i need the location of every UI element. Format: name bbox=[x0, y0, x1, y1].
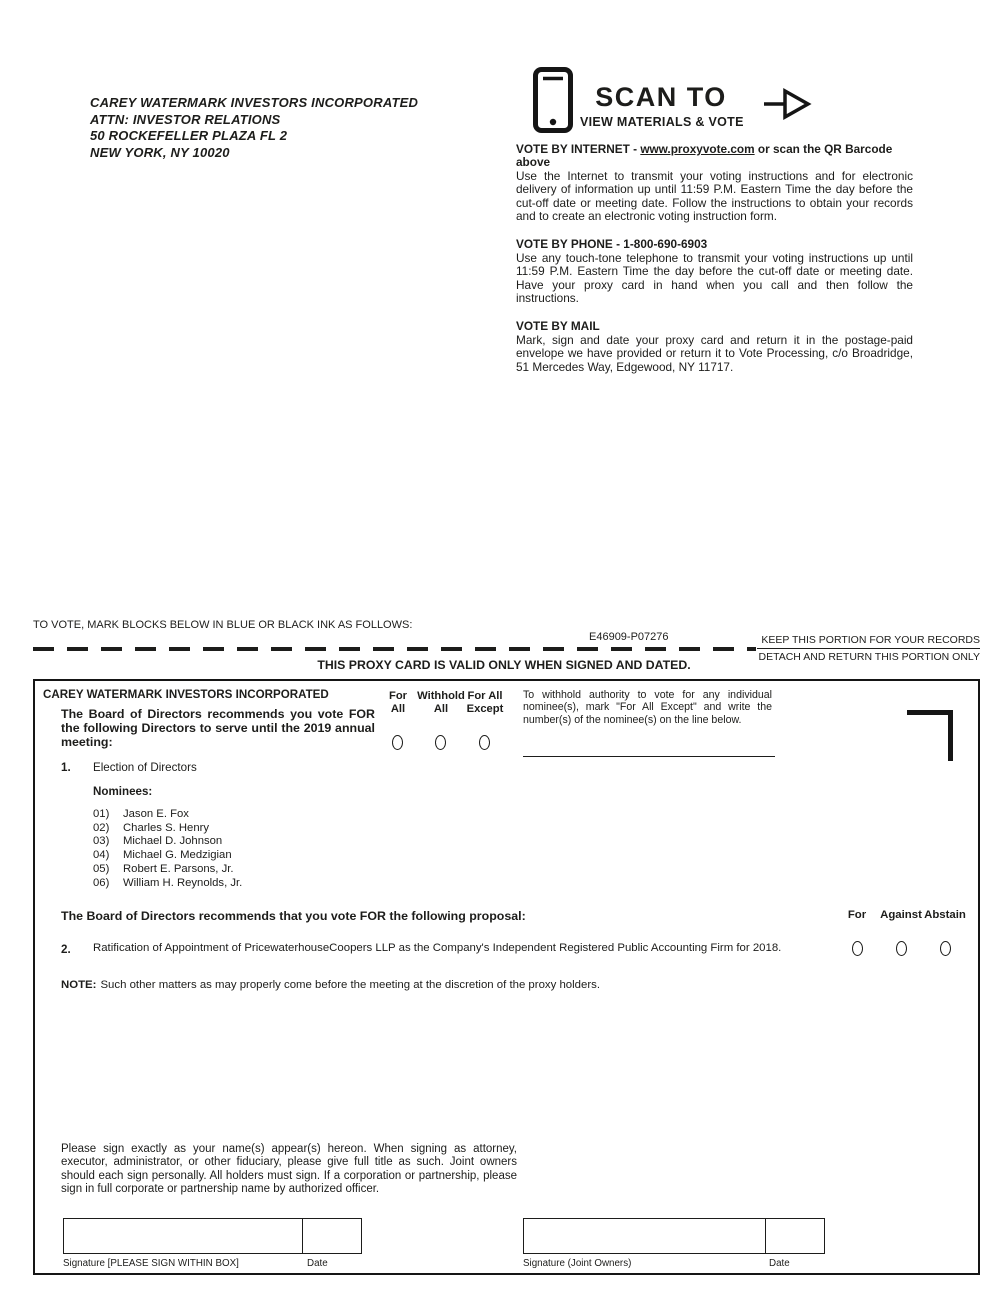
scan-to-banner bbox=[580, 82, 742, 129]
control-number: E46909-P07276 bbox=[589, 631, 669, 643]
nominee-row bbox=[93, 849, 242, 863]
vote-header-against: Against bbox=[880, 909, 922, 921]
checkbox-proposal2-abstain[interactable] bbox=[940, 941, 951, 956]
nominee-row bbox=[93, 863, 242, 877]
checkbox-for-all-except[interactable] bbox=[479, 735, 490, 750]
nominee-name: Jason E. Fox bbox=[123, 808, 189, 820]
date-box-joint[interactable] bbox=[765, 1218, 825, 1254]
address-line-3: 50 ROCKEFELLER PLAZA FL 2 bbox=[90, 128, 288, 143]
arrow-right-icon bbox=[764, 86, 812, 127]
nominee-name: William H. Reynolds, Jr. bbox=[123, 876, 243, 889]
address-line-2: ATTN: INVESTOR RELATIONS bbox=[90, 111, 281, 127]
vote-by-phone-section bbox=[516, 238, 913, 305]
proposal2-text: Ratification of Appointment of PricewaterhouseCoopers LLP as the Company's Independent Registered Public Accounting Firm for 2018. bbox=[93, 942, 782, 954]
nominee-number: 02) bbox=[93, 821, 110, 834]
vote-by-internet-body: Use the Internet to transmit your voting instructions and for electronic delivery of information up until 11:59 P.M. Eastern Time the day before the cut-off date or meeting date. Follow the instructions to obtain your records and to create an electronic voting instruction form. bbox=[516, 168, 913, 224]
signature-joint-label: Signature (Joint Owners) bbox=[523, 1258, 632, 1269]
vote-internet-heading-prefix: VOTE BY INTERNET - bbox=[516, 142, 641, 156]
checkbox-proposal2-against[interactable] bbox=[896, 941, 907, 956]
nominee-number: 05) bbox=[93, 862, 110, 875]
address-line-1: CAREY WATERMARK INVESTORS INCORPORATED bbox=[90, 95, 419, 110]
vote-by-mail-body: Mark, sign and date your proxy card and return it in the postage-paid envelope we have provided or return it to Vote Processing, c/o Broadridge, 51 Mercedes Way, Edgewood, NY 11717. bbox=[516, 332, 913, 374]
checkbox-withhold-all[interactable] bbox=[435, 735, 446, 750]
vote-methods bbox=[516, 143, 913, 389]
proposal2-number: 2. bbox=[61, 943, 71, 956]
vote-by-mail-heading: VOTE BY MAIL bbox=[516, 319, 600, 334]
nominee-row bbox=[93, 822, 242, 836]
signature-instructions: Please sign exactly as your name(s) appear(s) hereon. When signing as attorney, executor, administrator, or other fiduciary, please give full title as such. Joint owners should each sign personally. All holders must sign. If a corporation or partnership, please sign in full corporate or partnership name by authorized officer. bbox=[61, 1143, 517, 1195]
nominees-label: Nominees: bbox=[93, 785, 153, 798]
signature-primary-label: Signature [PLEASE SIGN WITHIN BOX] bbox=[63, 1258, 239, 1269]
nominee-name: Robert E. Parsons, Jr. bbox=[123, 862, 234, 875]
nominee-row bbox=[93, 808, 242, 822]
keep-portion-note: KEEP THIS PORTION FOR YOUR RECORDS bbox=[757, 634, 980, 649]
nominees-list bbox=[93, 808, 242, 890]
date-primary-label: Date bbox=[307, 1258, 328, 1269]
note-label: NOTE: bbox=[61, 979, 97, 991]
nominee-exception-write-in-line[interactable] bbox=[523, 756, 775, 757]
vote-internet-heading-suffix: or scan the QR Barcode above bbox=[516, 142, 893, 170]
vote-header-abstain: Abstain bbox=[924, 909, 966, 921]
checkbox-for-all[interactable] bbox=[392, 735, 403, 750]
vote-header-withhold-all-line2: All bbox=[433, 702, 449, 715]
nominee-number: 06) bbox=[93, 876, 110, 889]
vote-header-for-all-except-line1: For All bbox=[467, 690, 503, 702]
proposal1-title: Election of Directors bbox=[93, 761, 197, 774]
vote-header-withhold-all-line1: Withhold bbox=[417, 690, 465, 702]
card-company-name: CAREY WATERMARK INVESTORS INCORPORATED bbox=[43, 688, 329, 701]
board-recommendation-directors: The Board of Directors recommends you vote FOR the following Directors to serve until the 2019 annual meeting: bbox=[61, 707, 375, 749]
date-box-primary[interactable] bbox=[302, 1218, 362, 1254]
nominee-name: Michael D. Johnson bbox=[123, 835, 223, 848]
note-text: Such other matters as may properly come before the meeting at the discretion of the proxy holders. bbox=[100, 979, 600, 991]
vote-by-internet-heading bbox=[516, 143, 913, 170]
company-address bbox=[90, 95, 418, 161]
note-line bbox=[61, 979, 841, 991]
checkbox-proposal2-for[interactable] bbox=[852, 941, 863, 956]
nominee-number: 04) bbox=[93, 849, 110, 862]
scan-to-title: SCAN TO bbox=[595, 82, 727, 112]
vote-header-for-all-line2: All bbox=[390, 702, 406, 715]
nominee-number: 01) bbox=[93, 808, 110, 820]
vote-by-phone-body: Use any touch-tone telephone to transmit your voting instructions up until 11:59 P.M. Eastern Time the day before the cut-off date or meeting date. Have your proxy card in hand when you call and then follow the instructions. bbox=[516, 250, 913, 306]
detach-portion-note: DETACH AND RETURN THIS PORTION ONLY bbox=[758, 651, 980, 663]
vote-by-internet-section bbox=[516, 143, 913, 223]
vote-header-for-all-except-line2: Except bbox=[466, 702, 504, 715]
nominee-row bbox=[93, 835, 242, 849]
vote-header-for-all-except bbox=[456, 690, 514, 715]
signature-box-joint[interactable] bbox=[523, 1218, 766, 1254]
nominee-number: 03) bbox=[93, 835, 110, 848]
board-recommendation-proposal: The Board of Directors recommends that you vote FOR the following proposal: bbox=[61, 909, 526, 923]
proposal1-number: 1. bbox=[61, 761, 71, 774]
address-line-4: NEW YORK, NY 10020 bbox=[90, 144, 230, 160]
corner-registration-mark bbox=[907, 710, 953, 761]
ballot-card bbox=[33, 679, 980, 1275]
withhold-instruction: To withhold authority to vote for any individual nominee(s), mark "For All Except" and write the number(s) of the nominee(s) on the line below. bbox=[523, 689, 772, 726]
vote-header-for: For bbox=[847, 909, 867, 921]
scan-to-subtitle: VIEW MATERIALS & VOTE bbox=[580, 115, 744, 129]
nominee-name: Michael G. Medzigian bbox=[123, 849, 232, 862]
date-joint-label: Date bbox=[769, 1258, 790, 1269]
nominee-row bbox=[93, 877, 242, 891]
proxyvote-link[interactable]: www.proxyvote.com bbox=[640, 142, 755, 156]
signature-box-primary[interactable] bbox=[63, 1218, 303, 1254]
vote-by-phone-heading: VOTE BY PHONE - 1-800-690-6903 bbox=[516, 237, 708, 252]
mark-instruction: TO VOTE, MARK BLOCKS BELOW IN BLUE OR BLACK INK AS FOLLOWS: bbox=[33, 619, 413, 631]
valid-when-signed-note: THIS PROXY CARD IS VALID ONLY WHEN SIGNED AND DATED. bbox=[317, 658, 691, 672]
perforation-dashed-line bbox=[33, 647, 756, 651]
vote-header-for-all-line1: For bbox=[388, 690, 408, 702]
smartphone-icon bbox=[533, 67, 573, 138]
vote-by-mail-section bbox=[516, 320, 913, 374]
nominee-name: Charles S. Henry bbox=[123, 821, 210, 834]
